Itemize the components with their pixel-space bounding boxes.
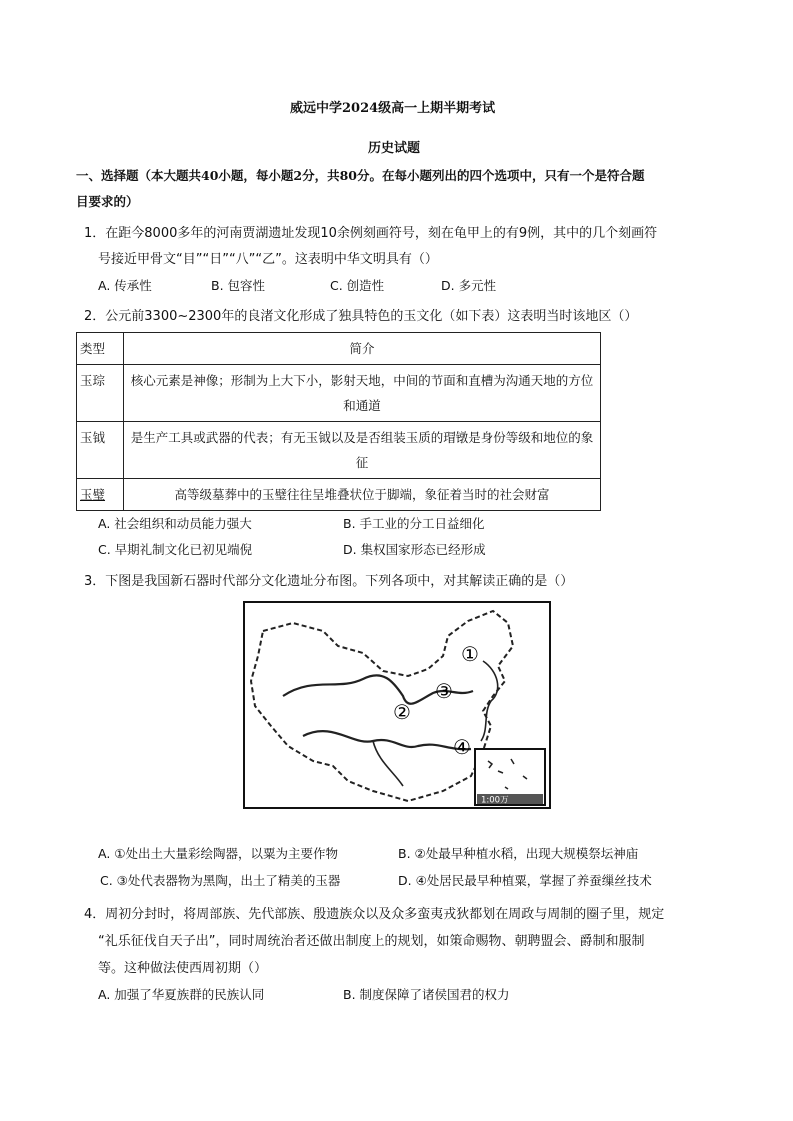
section-instructions-line1: 一、选择题（本大题共40小题，每小题2分，共80分。在每小题列出的四个选项中，只有一个是符合题 [76, 168, 645, 183]
table-row [77, 422, 601, 479]
q1-option-c[interactable]: C. 创造性 [330, 278, 385, 293]
table-cell-desc: 核心元素是神像；形制为上大下小，影射天地，中间的节面和直槽为沟通天地的方位和通道 [124, 365, 601, 422]
table-header-row [77, 333, 601, 365]
jade-culture-table [76, 332, 601, 511]
neolithic-sites-map [243, 601, 551, 809]
q2-option-a[interactable]: A. 社会组织和动员能力强大 [98, 516, 252, 531]
exam-title: 威远中学2024级高一上期半期考试 [290, 101, 496, 116]
q1-stem-line2: 号接近甲骨文“目”“日”“八”“乙”。这表明中华文明具有（） [98, 252, 438, 267]
map-marker-2: ② [393, 700, 411, 724]
exam-subtitle: 历史试题 [368, 141, 421, 156]
q2-option-c[interactable]: C. 早期礼制文化已初见端倪 [98, 542, 253, 557]
q2-option-b[interactable]: B. 手工业的分工日益细化 [343, 516, 485, 531]
q3-option-a[interactable]: A. ①处出土大量彩绘陶器，以粟为主要作物 [98, 846, 338, 861]
table-cell-desc: 高等级墓葬中的玉璧往往呈堆叠状位于脚端，象征着当时的社会财富 [124, 479, 601, 511]
q1-option-a[interactable]: A. 传承性 [98, 278, 152, 293]
q2-stem: 2．公元前3300~2300年的良渚文化形成了独具特色的玉文化（如下表）这表明当时该地区（） [84, 309, 638, 324]
q4-option-b[interactable]: B. 制度保障了诸侯国君的权力 [343, 987, 510, 1002]
q3-option-c[interactable]: C. ③处代表器物为黑陶，出土了精美的玉器 [100, 873, 341, 888]
q4-stem-line2: “礼乐征伐自天子出”，同时周统治者还做出制度上的规划，如策命赐物、朝聘盟会、爵制和服制 [98, 934, 645, 949]
q4-option-a[interactable]: A. 加强了华夏族群的民族认同 [98, 987, 265, 1002]
q3-option-d[interactable]: D. ④处居民最早种植粟，掌握了养蚕缫丝技术 [398, 873, 652, 888]
table-cell-desc: 是生产工具或武器的代表；有无玉钺以及是否组装玉质的瑁镦是身份等级和地位的象征 [124, 422, 601, 479]
map-marker-4: ④ [453, 735, 471, 759]
table-header-desc: 简介 [124, 333, 601, 365]
q4-stem-line1: 4．周初分封时，将周部族、先代部族、殷遗族众以及众多蛮夷戎狄都划在周政与周制的圈子里，规定 [84, 907, 665, 922]
q2-option-d[interactable]: D. 集权国家形态已经形成 [343, 542, 486, 557]
table-cell-type: 玉钺 [77, 422, 124, 479]
table-row [77, 479, 601, 511]
q1-option-d[interactable]: D. 多元性 [441, 278, 497, 293]
q1-option-b[interactable]: B. 包容性 [211, 278, 266, 293]
section-instructions-line2: 目要求的） [76, 194, 139, 209]
q4-stem-line3: 等。这种做法使西周初期（） [98, 961, 268, 976]
table-header-type: 类型 [77, 333, 124, 365]
table-cell-type: 玉琮 [77, 365, 124, 422]
map-inset-label: 1:00万 [481, 795, 509, 806]
q3-option-b[interactable]: B. ②处最早种植水稻，出现大规模祭坛神庙 [398, 846, 639, 861]
q3-stem: 3．下图是我国新石器时代部分文化遗址分布图。下列各项中，对其解读正确的是（） [84, 574, 574, 589]
q1-stem-line1: 1．在距今8000多年的河南贾湖遗址发现10余例刻画符号，刻在龟甲上的有9例，其中的几个刻画符 [84, 226, 658, 241]
table-cell-type: 玉璧 [77, 479, 124, 511]
map-marker-1: ① [461, 642, 479, 666]
map-marker-3: ③ [435, 679, 453, 703]
table-row [77, 365, 601, 422]
